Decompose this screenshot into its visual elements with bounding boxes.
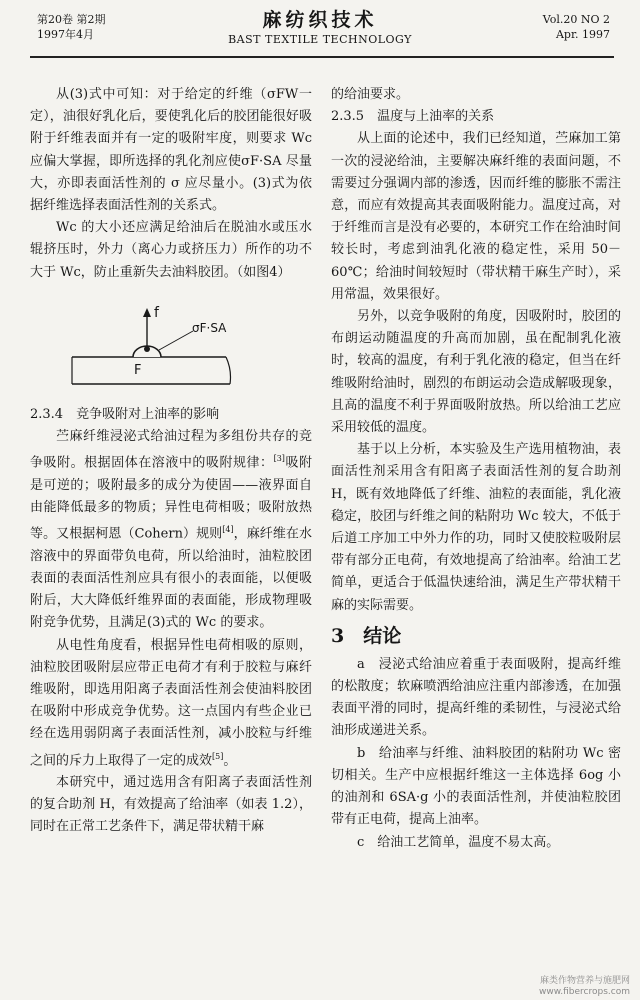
figure-label-f: f	[154, 304, 159, 321]
leader-line	[159, 331, 193, 350]
conclusion-b: b 给油率与纤维、油料胶团的粘附功 Wc 密切相关。生产中应根据纤维这一主体选择 6og 小的油剂和 6SA·g 小的表面活性剂，并使油粒胶团带有正电荷，提高上油率。	[331, 745, 621, 828]
section-heading-2-3-5: 2.3.5 温度与上油率的关系	[331, 109, 495, 125]
paragraph: 从(3)式中可知：对于给定的纤维（σFW一定），油很好乳化后，要使乳化后的胶团能很好吸附于纤维表面并有一定的吸附牢度，则要求 Wc 应偏大掌握，即所选择的乳化剂应使σF·SA 尽量大，亦即表面活性剂的 σ 应尽量小。(3)式为依据纤维选择表面活性剂的关系式。	[30, 87, 312, 214]
paragraph: Wc 的大小还应满足给油后在脱油水或压水辊挤压时，外力（离心力或挤压力）所作的功不大于 Wc，防止重新失去油料胶团。（如图4）	[30, 220, 312, 280]
right-column	[331, 84, 621, 854]
text-span: 苎麻纤维浸泌式给油过程为多组份共存的竞争吸附。根据固体在溶液中的吸附规律：	[30, 429, 312, 471]
journal-volume-info	[543, 12, 610, 42]
conclusion-a: a 浸泌式给油应着重于表面吸附，提高纤维的松散度；软麻喷洒给油应注重内部渗透，在加强表面平滑的同时，提高纤维的柔韧性，与浸泌式给油形成递进关系。	[331, 656, 621, 739]
watermark-line-1: 麻类作物营养与施肥网	[539, 976, 630, 986]
journal-title-cn: 麻纺织技术	[262, 9, 378, 31]
text-span: 从电性角度看，根据异性电荷相吸的原则，油粒胶团吸附层应带正电荷才有利于胶粒与麻纤维吸附，即选用阳离子表面活性剂会使油料胶团在吸附中形成竞争优势。这一点国内有些企业已经在选用弱阴离子表面活性剂，减小胶粒与纤维之间的斥力上取得了一定的成效	[30, 637, 312, 768]
adhesion-diagram	[30, 284, 312, 404]
paragraph: 的给油要求。	[331, 87, 410, 102]
paragraph	[30, 635, 312, 773]
figure-label-sigma: σF·SA	[192, 320, 227, 335]
fiber-right-end	[226, 357, 231, 384]
citation: [3]	[273, 454, 285, 464]
force-arrow-head	[143, 308, 151, 317]
issue-date-cn: 1997年4月	[37, 28, 94, 41]
text-span: ，麻纤维在水溶液中的界面带负电荷，所以给油时，油粒胶团表面的表面活性剂应具有很小的表面能，以便吸附后，大大降低纤维界面的表面能，形成物理吸附竞争优势，且满足(3)式的 Wc 的要求。	[30, 526, 312, 631]
citation: [5]	[212, 751, 224, 761]
text-span: 。	[223, 752, 237, 768]
citation: [4]	[222, 525, 234, 535]
volume-en: Vol.20 NO 2	[542, 13, 610, 26]
section-heading-3: 3 结论	[331, 624, 402, 647]
issue-date-en: Apr. 1997	[555, 28, 610, 41]
header-rule	[30, 56, 614, 58]
conclusion-c: c 给油工艺简单，温度不易太高。	[357, 834, 560, 850]
watermark	[539, 976, 630, 998]
volume-issue: 第20卷 第2期	[37, 13, 106, 26]
paragraph: 基于以上分析，本实验及生产选用植物油，表面活性剂采用含有阳离子表面活性剂的复合助剂 H，既有效地降低了纤维、油粒的表面能，乳化液稳定，胶团与纤维之间的粘附功 Wc 较大，不低于后道工序加工中外力作的功，同时又使胶粒吸附层带有部分正电荷，有效地提高了给油率。给油工艺简单，更适合于低温快速给油，满足生产带状精干麻的实际需要。	[331, 442, 621, 613]
paragraph: 从上面的论述中，我们已经知道，苎麻加工第一次的浸泌给油，主要解决麻纤维的表面问题，不需要过分强调内部的渗透，因而纤维的膨胀不需注意，而应有效提高其表面吸附能力。温度过高，对于纤维而言是没有必要的，本研究工作在给油时间较长时，考虑到油乳化液的稳定性，采用 50－60℃；给油时间较短时（带状精干麻生产时），采用常温，效果很好。	[331, 131, 621, 302]
droplet-center	[144, 346, 150, 352]
left-column	[30, 84, 312, 839]
text-span: 吸附是可逆的；吸附最多的成分为使固——液界面自由能降低最多的物质；异性电荷相吸；吸附放热等。又根据柯恩（Cohern）规则	[30, 455, 312, 542]
section-heading-2-3-4: 2.3.4 竞争吸附对上油率的影响	[30, 406, 220, 422]
figure-label-F: F	[134, 362, 142, 378]
journal-title-en: BAST TEXTILE TECHNOLOGY	[228, 33, 412, 46]
figure-4	[30, 284, 312, 404]
paragraph: 本研究中，通过选用含有阳离子表面活性剂的复合助剂 H，有效提高了给油率（如表 1.2），同时在正常工艺条件下，满足带状精干麻	[30, 775, 312, 835]
paragraph: 另外，以竞争吸附的角度，因吸附时，胶团的布朗运动随温度的升高而加剧，虽在配制乳化液时，较高的温度，有利于乳化液的稳定，但当在纤维吸附给油时，剧烈的布朗运动会造成解吸现象，且高的温度不利于界面吸附放热。所以给油工艺应采用较低的温度。	[331, 309, 621, 436]
watermark-line-2: www.fibercrops.com	[539, 987, 630, 997]
paragraph	[30, 426, 312, 634]
